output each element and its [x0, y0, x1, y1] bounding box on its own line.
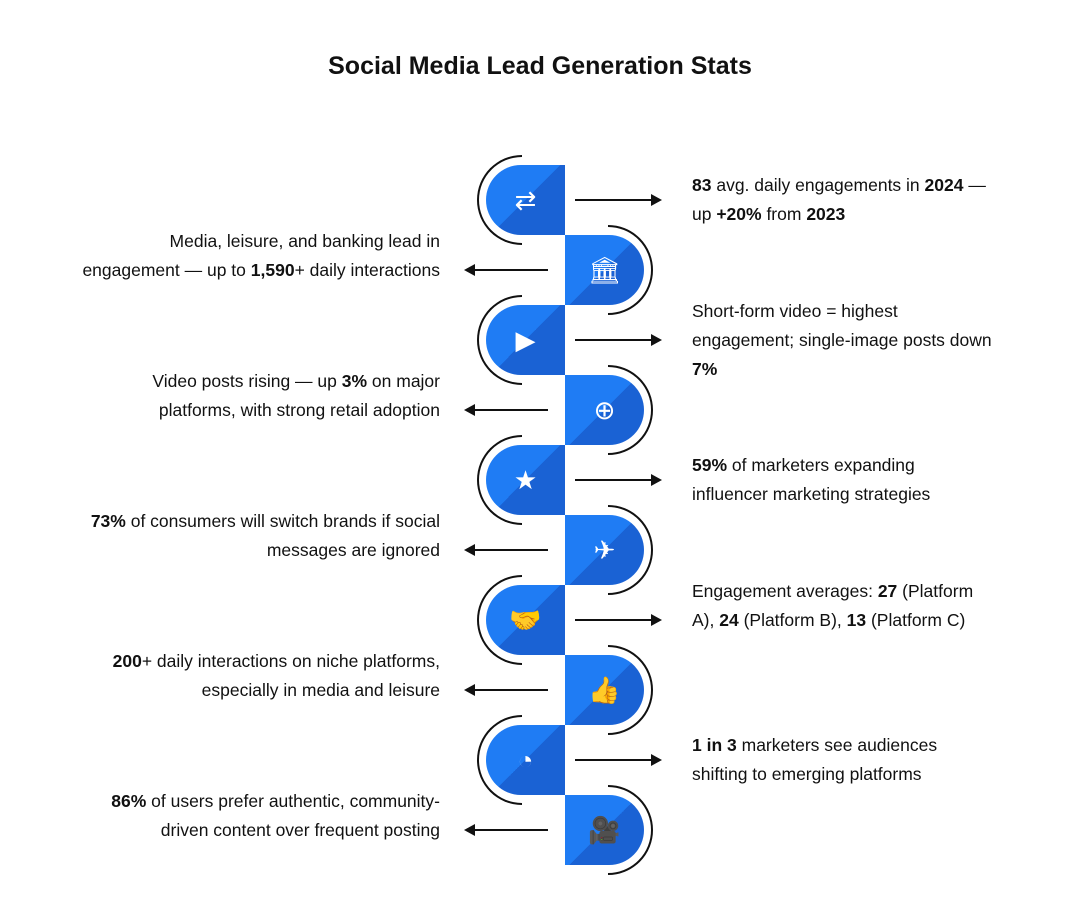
- stat-text: 86% of users prefer authentic, community-driven content over frequent posting: [111, 790, 440, 840]
- arrow: [466, 269, 548, 271]
- video-upload-icon: ⊕: [593, 394, 616, 425]
- influencer-star-icon: ★: [513, 464, 538, 495]
- social-feed-icon: 👍: [588, 674, 621, 705]
- arrow: [466, 409, 548, 411]
- stat-text: Video posts rising — up 3% on major platforms, with strong retail adoption: [152, 370, 440, 420]
- user-exchange-icon: ⇄: [514, 184, 537, 215]
- arrow: [575, 759, 660, 761]
- arrow: [466, 549, 548, 551]
- arrow: [466, 689, 548, 691]
- direct-message-icon: ✈: [593, 534, 616, 565]
- arrow: [575, 339, 660, 341]
- stat-text: 1 in 3 marketers see audiences shifting to emerging platforms: [692, 735, 938, 784]
- media-devices-icon: 🎥: [588, 814, 621, 845]
- stat-text: 59% of marketers expanding influencer marketing strategies: [692, 455, 931, 504]
- video-reel-icon: ▶: [515, 324, 536, 355]
- arrow: [575, 479, 660, 481]
- stat-text: 200+ daily interactions on niche platforms, especially in media and leisure: [112, 650, 440, 700]
- stat-text: 73% of consumers will switch brands if social messages are ignored: [90, 510, 440, 560]
- arrow: [575, 619, 660, 621]
- handshake-icon: 🤝: [509, 604, 542, 635]
- stat-text: Short-form video = highest engagement; single-image posts down 7%: [692, 300, 992, 379]
- pie-chart-icon: ◔: [517, 744, 534, 775]
- page-title: Social Media Lead Generation Stats: [328, 52, 752, 80]
- arrow: [466, 829, 548, 831]
- bank-icon: 🏛: [587, 254, 621, 285]
- stat-text: 83 avg. daily engagements in 2024 — up +20% from 2023: [692, 175, 986, 224]
- stat-text: Media, leisure, and banking lead in engagement — up to 1,590+ daily interactions: [82, 230, 440, 280]
- arrow: [575, 199, 660, 201]
- stat-text: Engagement averages: 27 (Platform A), 24 (Platform B), 13 (Platform C): [692, 580, 974, 630]
